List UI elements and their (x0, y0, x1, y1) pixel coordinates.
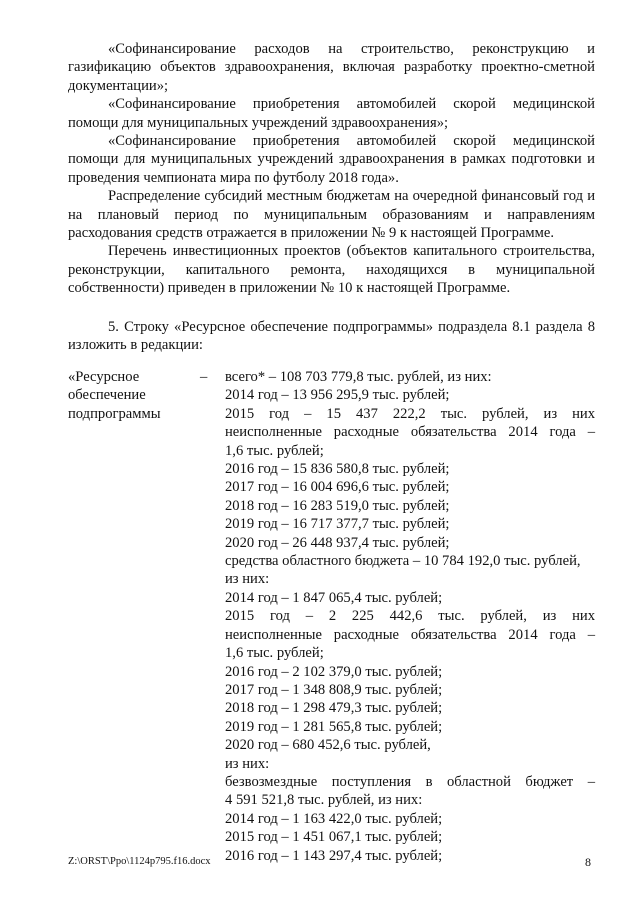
resource-line: 2015 год – 1 451 067,1 тыс. рублей; (225, 829, 443, 846)
resource-line: 2016 год – 2 102 379,0 тыс. рублей; (225, 663, 443, 680)
resource-line: 2018 год – 16 283 519,0 тыс. рублей; (225, 497, 450, 514)
resource-line: неисполненные расходные обязательства 2014 года – (225, 626, 595, 643)
resource-line: неисполненные расходные обязательства 2014 года – (225, 424, 595, 441)
resource-line: 2014 год – 1 847 065,4 тыс. рублей; (225, 589, 443, 606)
resource-line: 4 591 521,8 тыс. рублей, из них: (225, 792, 423, 809)
resource-label-line: подпрограммы (68, 405, 161, 422)
resource-line: 2015 год – 2 225 442,6 тыс. рублей, из них (225, 608, 595, 625)
resource-dash: – (200, 369, 208, 385)
resource-line: 2016 год – 15 836 580,8 тыс. рублей; (225, 461, 450, 478)
paragraph-cofinancing-ambulances-worldcup: «Софинансирование приобретения автомобилей скорой медицинской помощи для муниципальных учреждений здравоохранения в рамках подготовки и проведения чемпионата мира по футболу 2018 года». (68, 133, 595, 186)
resource-line: 2019 год – 16 717 377,7 тыс. рублей; (225, 516, 450, 533)
resource-line: 1,6 тыс. рублей; (225, 442, 324, 459)
resource-label-line: обеспечение (68, 387, 146, 404)
resource-line: средства областного бюджета – 10 784 192,0 тыс. рублей, (225, 553, 581, 570)
footer-file-path: Z:\ORST\Ppo\1124p795.f16.docx (68, 856, 211, 867)
resource-line: 2014 год – 13 956 295,9 тыс. рублей; (225, 387, 450, 404)
resource-line: всего* – 108 703 779,8 тыс. рублей, из них: (225, 369, 492, 385)
resource-line: 2020 год – 26 448 937,4 тыс. рублей; (225, 534, 450, 551)
resource-values (225, 368, 595, 865)
resource-line: 2016 год – 1 143 297,4 тыс. рублей; (225, 847, 443, 864)
page-number: 8 (585, 855, 591, 869)
resource-line: из них: (225, 571, 270, 588)
resource-line: 2018 год – 1 298 479,3 тыс. рублей; (225, 700, 443, 717)
paragraph-investment-projects: Перечень инвестиционных проектов (объектов капитального строительства, реконструкции, капитального ремонта, находящихся в муниципальной собственности) приведен в приложении № 10 к настоящей Программе. (68, 243, 595, 297)
resource-line: безвозмездные поступления в областной бюджет – (225, 773, 595, 790)
paragraph-subsidy-distribution: Распределение субсидий местным бюджетам на очередной финансовый год и на плановый период по муниципальным образованиям и направлениям расходования средств отражается в приложении № 9 к настоящей Программе. (68, 188, 595, 242)
resource-line: 1,6 тыс. рублей; (225, 645, 324, 662)
paragraph-item-5: 5. Строку «Ресурсное обеспечение подпрограммы» подраздела 8.1 раздела 8 изложить в редакции: (68, 318, 595, 354)
resource-line: 2014 год – 1 163 422,0 тыс. рублей; (225, 810, 443, 827)
resource-line: 2015 год – 15 437 222,2 тыс. рублей, из них (225, 405, 595, 422)
resource-line: 2020 год – 680 452,6 тыс. рублей, (225, 737, 431, 754)
resource-label-line: «Ресурсное (68, 369, 140, 385)
resource-line: 2017 год – 16 004 696,6 тыс. рублей; (225, 479, 450, 496)
resource-label (68, 368, 178, 423)
resource-line: 2019 год – 1 281 565,8 тыс. рублей; (225, 718, 443, 735)
paragraph-cofinancing-ambulances: «Софинансирование приобретения автомобилей скорой медицинской помощи для муниципальных учреждений здравоохранения»; (68, 96, 595, 131)
resource-line: из них: (225, 755, 270, 772)
body-text (68, 40, 595, 355)
resource-line: 2017 год – 1 348 808,9 тыс. рублей; (225, 681, 443, 698)
paragraph-cofinancing-construction: «Софинансирование расходов на строительство, реконструкцию и газификацию объектов здравоохранения, включая разработку проектно-сметной документации»; (68, 41, 595, 94)
